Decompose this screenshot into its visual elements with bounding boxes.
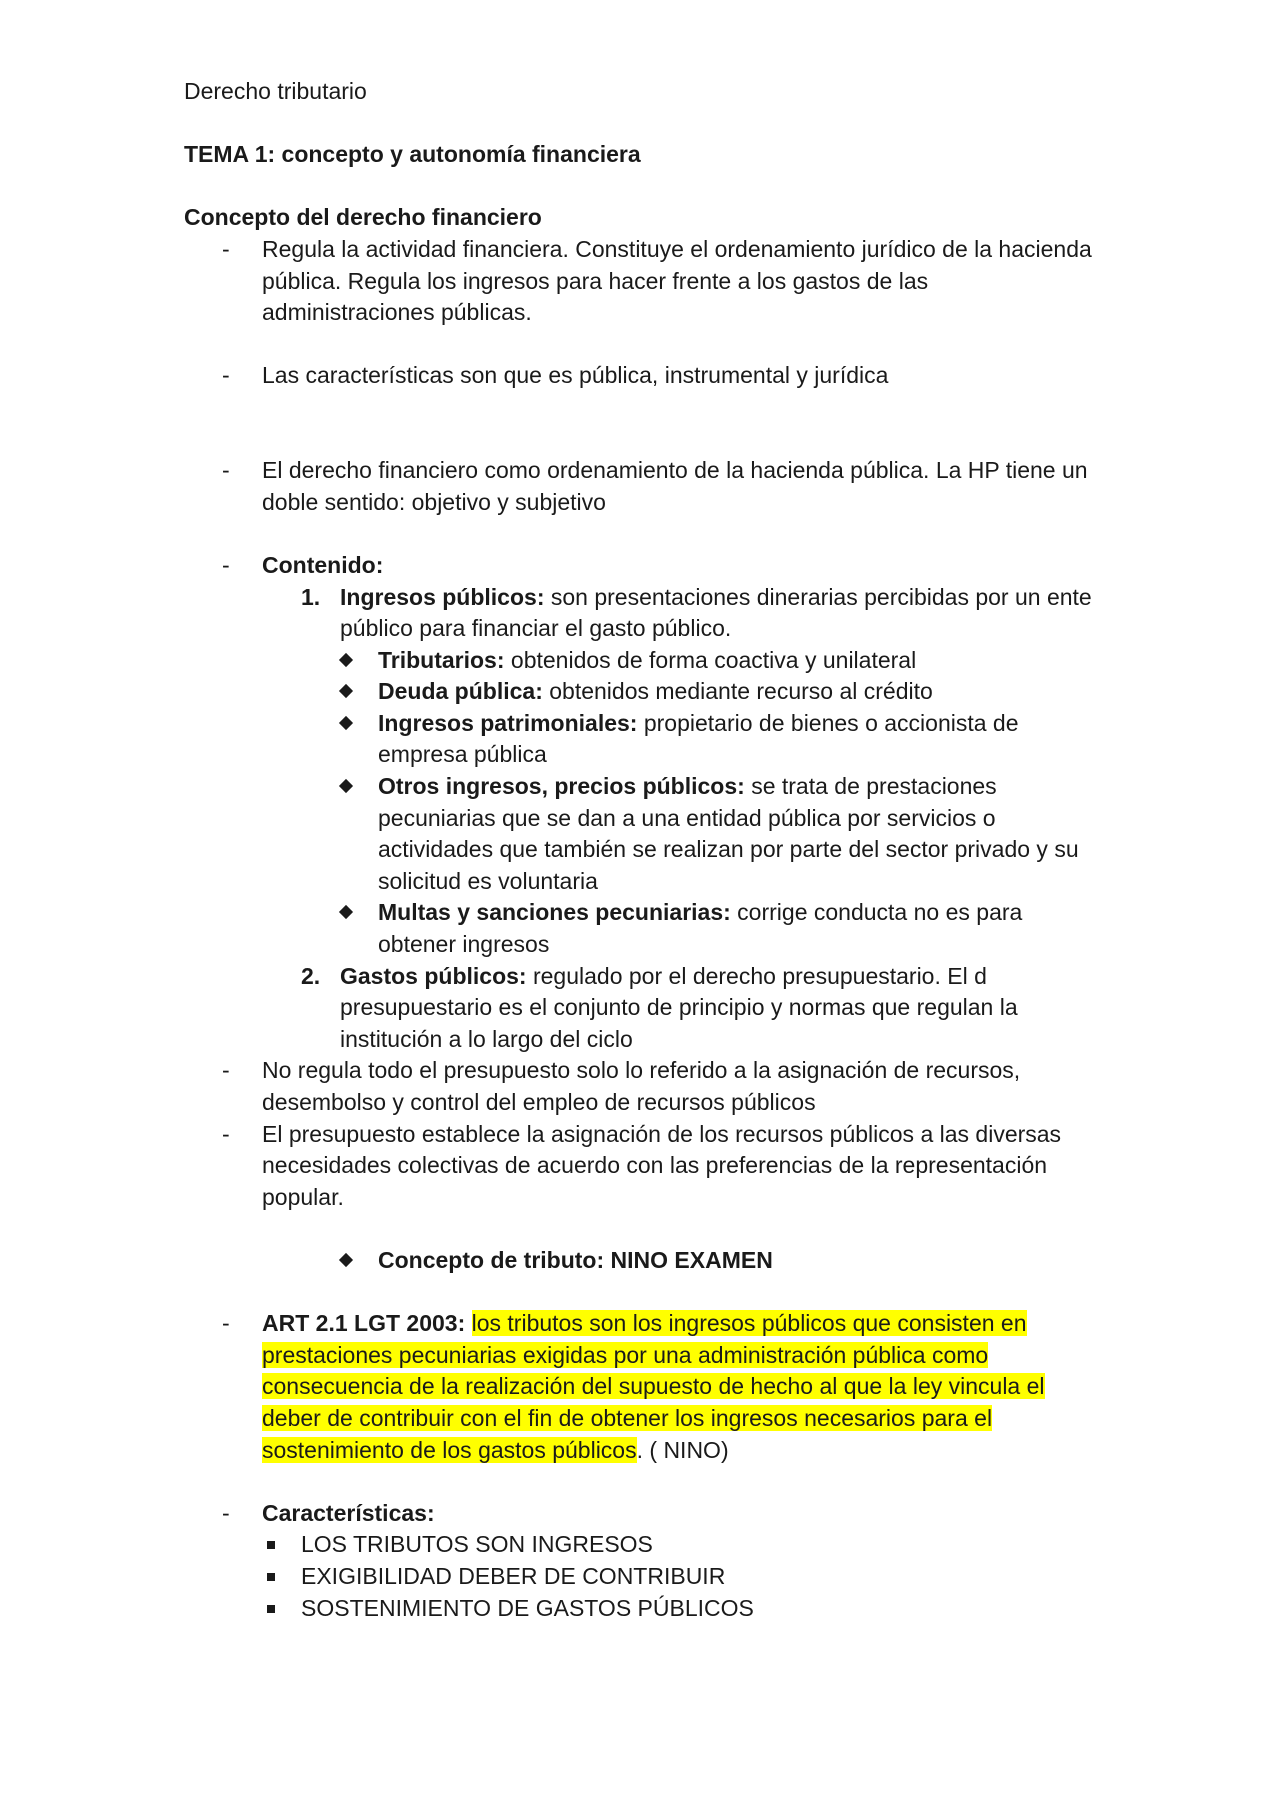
list-item: [184, 455, 1104, 518]
highlighted-definition: los tributos son los ingresos públicos que consisten en prestaciones pecuniarias exigidas por una administración pública como consecuencia de la realización del supuesto de hecho al que la ley vincula el deber de contribuir con el fin de obtener los ingresos necesarios para el sostenimiento de los gastos públicos: [262, 1310, 1045, 1463]
caracteristica-item: [184, 1529, 1104, 1561]
concepto-tributo-item: [184, 1245, 1104, 1277]
sub-item-text: se trata de prestaciones pecuniarias que se dan a una entidad pública por servicios o actividades que también se realizan por parte del sector privado y su solicitud es voluntaria: [378, 773, 1079, 894]
list-item: [184, 360, 1104, 392]
sub-item-text: obtenidos mediante recurso al crédito: [542, 678, 933, 705]
tema-heading: TEMA 1: concepto y autonomía financiera: [184, 141, 641, 168]
sub-item-text: obtenidos de forma coactiva y unilateral: [504, 646, 917, 673]
sub-item-text: corrige conducta no es para obtener ingresos: [378, 899, 1023, 958]
sub-list-item: [184, 645, 1104, 677]
document-body: [184, 76, 1104, 1624]
dash-bullet: -: [222, 1057, 230, 1084]
numbered-item-label: Gastos públicos:: [340, 962, 527, 989]
caracteristicas-item: [184, 1498, 1104, 1530]
list-item-text: El presupuesto establece la asignación de los recursos públicos a las diversas necesidades colectivas de acuerdo con las preferencias de la representación popular.: [262, 1120, 1062, 1210]
caracteristica-item: [184, 1561, 1104, 1593]
sub-item-label: Ingresos patrimoniales:: [378, 709, 638, 736]
concepto-tributo-heading: Concepto de tributo: NINO EXAMEN: [378, 1246, 773, 1273]
sub-item-label: Otros ingresos, precios públicos:: [378, 773, 745, 800]
sub-list-item: [184, 676, 1104, 708]
art-label: ART 2.1 LGT 2003:: [262, 1310, 466, 1337]
art-space: [465, 1310, 471, 1336]
number-marker: 1.: [301, 583, 321, 610]
square-bullet-icon: [267, 1573, 275, 1581]
sub-list-item: [184, 708, 1104, 771]
sub-item-label: Multas y sanciones pecuniarias:: [378, 899, 731, 926]
caracteristica-text: SOSTENIMIENTO DE GASTOS PÚBLICOS: [301, 1594, 754, 1621]
list-item-text: El derecho financiero como ordenamiento de la hacienda pública. La HP tiene un doble sentido: objetivo y subjetivo: [262, 457, 1088, 515]
caracteristica-item: [184, 1593, 1104, 1625]
dash-bullet: -: [222, 457, 230, 484]
contenido-label: Contenido:: [262, 551, 384, 578]
diamond-bullet-icon: [339, 653, 353, 667]
list-item: [184, 234, 1104, 329]
caracteristica-text: EXIGIBILIDAD DEBER DE CONTRIBUIR: [301, 1562, 726, 1589]
square-bullet-icon: [267, 1541, 275, 1549]
list-item: [184, 1055, 1104, 1118]
diamond-bullet-icon: [339, 1253, 353, 1267]
numbered-item-label: Ingresos públicos:: [340, 583, 545, 610]
numbered-item-ingresos: [184, 582, 1104, 645]
number-marker: 2.: [301, 962, 321, 989]
art-definition-item: [184, 1308, 1104, 1466]
dash-bullet: -: [222, 1499, 230, 1526]
dash-bullet: -: [222, 235, 230, 262]
sub-list-item: [184, 771, 1104, 897]
list-item-text: Regula la actividad financiera. Constituye el ordenamiento jurídico de la hacienda pública. Regula los ingresos para hacer frente a los gastos de las administraciones públicas.: [262, 235, 1092, 326]
section-heading: Concepto del derecho financiero: [184, 204, 542, 231]
dash-bullet: -: [222, 1310, 230, 1337]
sub-item-label: Deuda pública:: [378, 678, 543, 705]
contenido-item: [184, 550, 1104, 582]
diamond-bullet-icon: [339, 779, 353, 793]
dash-bullet: -: [222, 1120, 230, 1147]
sub-item-label: Tributarios:: [378, 646, 505, 673]
dash-bullet: -: [222, 362, 230, 389]
numbered-item-text: regulado por el derecho presupuestario. El d presupuestario es el conjunto de principio y normas que regulan la institución a lo largo del ciclo: [340, 962, 1018, 1052]
diamond-bullet-icon: [339, 716, 353, 730]
square-bullet-icon: [267, 1605, 275, 1613]
dash-bullet: -: [222, 551, 230, 578]
sub-list-item: [184, 897, 1104, 960]
diamond-bullet-icon: [339, 684, 353, 698]
numbered-item-text: son presentaciones dinerarias percibidas por un ente público para financiar el gasto público.: [340, 583, 1092, 642]
sub-item-text: propietario de bienes o accionista de empresa pública: [378, 709, 1019, 768]
document-title: Derecho tributario: [184, 78, 367, 104]
numbered-item-gastos: [184, 961, 1104, 1056]
caracteristica-text: LOS TRIBUTOS SON INGRESOS: [301, 1531, 653, 1558]
list-item-text: No regula todo el presupuesto solo lo referido a la asignación de recursos, desembolso y control del empleo de recursos públicos: [262, 1057, 1021, 1115]
list-item: [184, 1119, 1104, 1214]
art-tail: . ( NINO): [636, 1436, 729, 1463]
caracteristicas-label: Características:: [262, 1499, 435, 1526]
list-item-text: Las características son que es pública, instrumental y jurídica: [262, 362, 889, 389]
diamond-bullet-icon: [339, 905, 353, 919]
